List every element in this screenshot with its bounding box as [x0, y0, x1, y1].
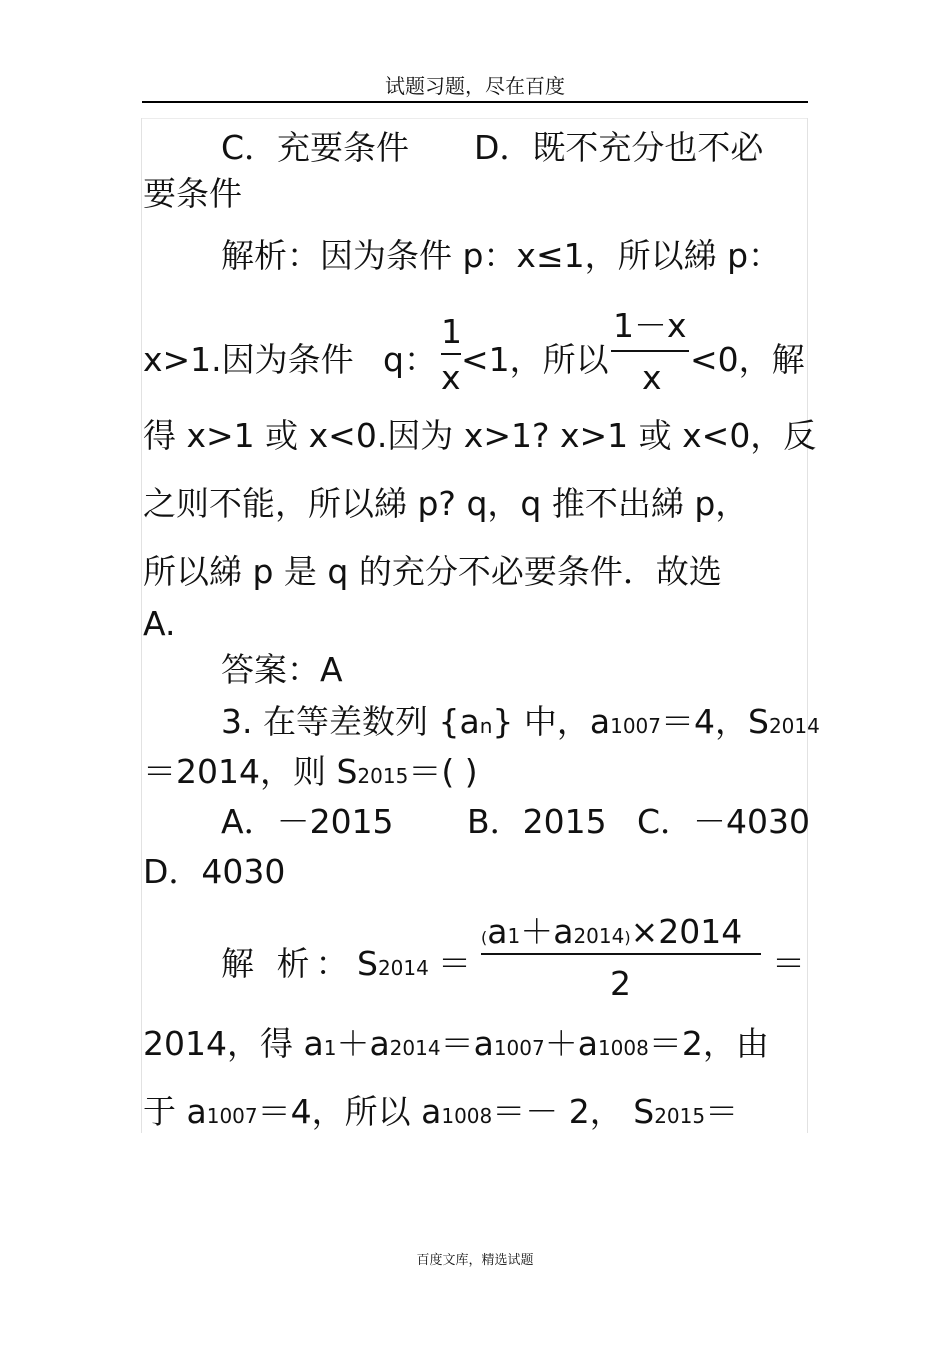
- solution-equals-2: ＝: [772, 944, 805, 983]
- choice-b: B．2015: [467, 802, 607, 841]
- analysis-line-2b: q：: [383, 340, 437, 379]
- option-d-cont: 要条件: [143, 174, 242, 213]
- choice-c: C．－4030: [637, 802, 811, 841]
- fraction-2-numerator: 1－x: [613, 306, 687, 345]
- solution-fraction-bar: [481, 953, 761, 955]
- analysis-line-2c: <1，所以: [461, 340, 609, 379]
- analysis-line-4: 之则不能，所以綈 p? q，q 推不出綈 p，: [143, 484, 749, 523]
- content-frame-left: [141, 118, 142, 1133]
- analysis-line-1: 解析：因为条件 p：x≤1，所以綈 p：: [221, 236, 782, 275]
- fraction-1-denominator: x: [441, 358, 461, 397]
- solution-line-2: 2014，得 a1＋a2014＝a1007＋a1008＝2，由: [143, 1024, 769, 1063]
- answer-line: 答案：A: [221, 650, 343, 689]
- fraction-1-bar: [441, 353, 461, 355]
- option-c: C．充要条件: [221, 128, 410, 167]
- solution-s2014: S2014: [357, 944, 429, 983]
- analysis-line-3: 得 x>1 或 x<0.因为 x>1? x>1 或 x<0，反: [143, 416, 817, 455]
- analysis-line-2a: x>1.因为条件: [143, 340, 354, 379]
- header-rule: [142, 101, 808, 103]
- question-3-line-1: 3. 在等差数列 {an} 中，a1007＝4，S2014: [221, 702, 820, 741]
- analysis-line-2d: <0，解: [690, 340, 805, 379]
- fraction-1-numerator: 1: [441, 312, 462, 351]
- solution-label: 解 析：: [221, 944, 355, 983]
- fraction-2-denominator: x: [642, 358, 662, 397]
- analysis-line-5: 所以綈 p 是 q 的充分不必要条件．故选: [143, 552, 722, 591]
- analysis-line-6: A.: [143, 604, 176, 643]
- solution-fraction-denominator: 2: [610, 964, 631, 1003]
- solution-fraction-numerator: (a1＋a2014)×2014: [481, 912, 743, 951]
- question-3-line-2: ＝2014，则 S2015＝( ): [143, 752, 478, 791]
- solution-equals: ＝: [438, 944, 471, 983]
- option-d: D．既不充分也不必: [474, 128, 764, 167]
- page-footer: 百度文库，精选试题: [416, 1253, 534, 1268]
- page-header: 试题习题，尽在百度: [385, 74, 565, 98]
- choice-d: D．4030: [143, 852, 286, 891]
- choice-a: A．－2015: [221, 802, 394, 841]
- solution-line-3: 于 a1007＝4，所以 a1008＝－ 2， S2015＝: [143, 1092, 739, 1131]
- content-frame-right: [807, 118, 808, 1133]
- fraction-2-bar: [611, 350, 689, 352]
- content-frame-top: [141, 118, 808, 119]
